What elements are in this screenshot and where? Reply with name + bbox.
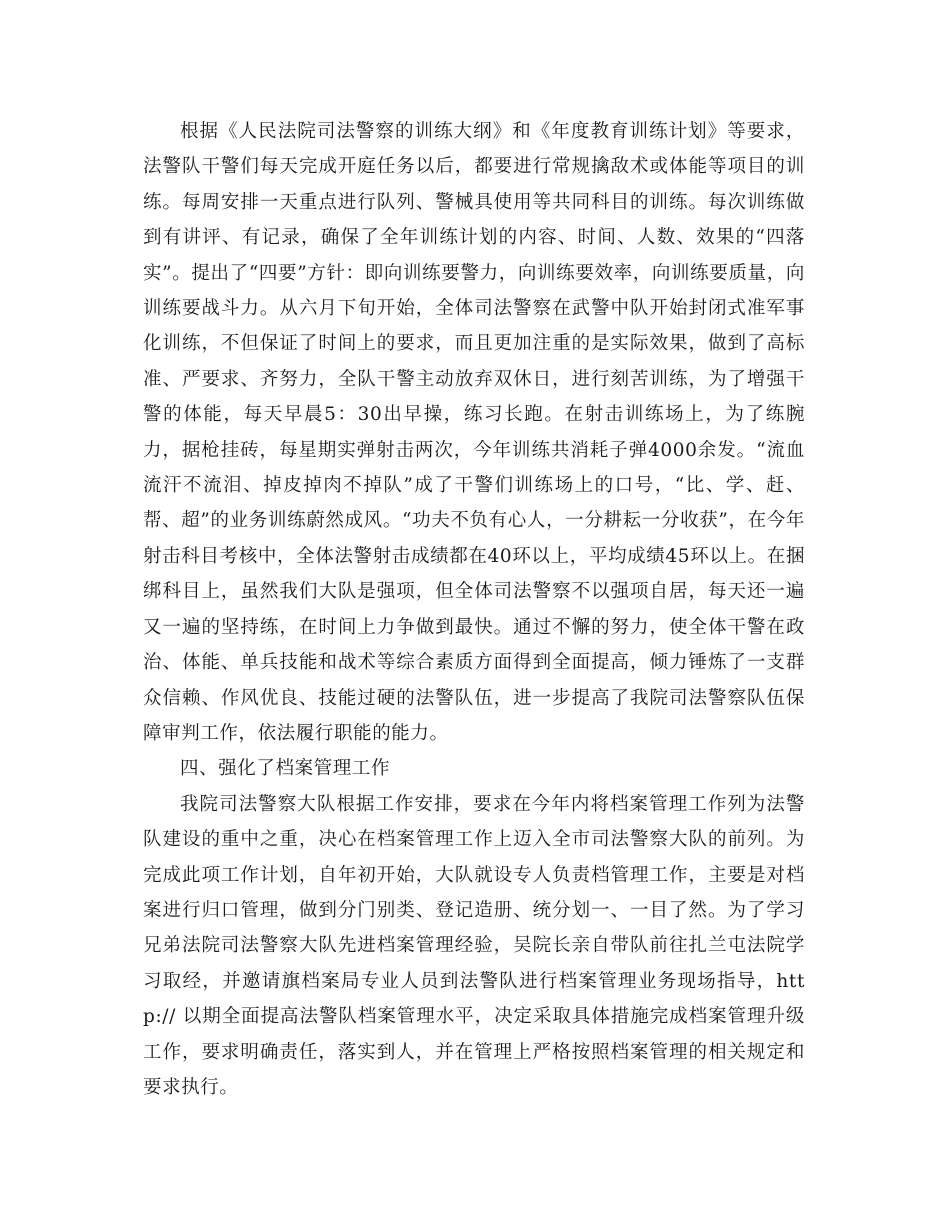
- section-heading-archives: 四、强化了档案管理工作: [180, 758, 391, 780]
- paragraph-archives: 我院司法警察大队根据工作安排，要求在今年内将档案管理工作列为法警队建设的重中之重，决心在档案管理工作上迈入全市司法警察大队的前列。为完成此项工作计划，自年初开始，大队就设专人负责档管理工作，主要是对档案进行归口管理，做到分门别类、登记造册、统分划一、一目了然。为了学习兄弟法院司法警察大队先进档案管理经验，吴院长亲自带队前往扎兰屯法院学习取经，并邀请旗档案局专业人员到法警队进行档案管理业务现场指导，http:// 以期全面提高法警队档案管理水平，决定采取具体措施完成档案管理升级工作，要求明确责任，落实到人，并在管理上严格按照档案管理的相关规定和要求执行。: [143, 793, 805, 1098]
- document-body: [143, 114, 805, 1105]
- paragraph-training: 根据《人民法院司法警察的训练大纲》和《年度教育训练计划》等要求，法警队干警们每天完成开庭任务以后，都要进行常规擒敌术或体能等项目的训练。每周安排一天重点进行队列、警械具使用等共同科目的训练。每次训练做到有讲评、有记录，确保了全年训练计划的内容、时间、人数、效果的“四落实”。提出了“四要”方针：即向训练要警力，向训练要效率，向训练要质量，向训练要战斗力。从六月下旬开始，全体司法警察在武警中队开始封闭式准军事化训练，不但保证了时间上的要求，而且更加注重的是实际效果，做到了高标准、严要求、齐努力，全队干警主动放弃双休日，进行刻苦训练，为了增强干警的体能，每天早晨5：30出早操，练习长跑。在射击训练场上，为了练腕力，据枪挂砖，每星期实弹射击两次，今年训练共消耗子弹4000余发。“流血流汗不流泪、掉皮掉肉不掉队”成了干警们训练场上的口号，“比、学、赶、帮、超”的业务训练蔚然成风。“功夫不负有心人，一分耕耘一分收获”，在今年射击科目考核中，全体法警射击成绩都在40环以上，平均成绩45环以上。在捆绑科目上，虽然我们大队是强项，但全体司法警察不以强项自居，每天还一遍又一遍的坚持练，在时间上力争做到最快。通过不懈的努力，使全体干警在政治、体能、单兵技能和战术等综合素质方面得到全面提高，倾力锤炼了一支群众信赖、作风优良、技能过硬的法警队伍，进一步提高了我院司法警察队伍保障审判工作，依法履行职能的能力。: [143, 121, 805, 744]
